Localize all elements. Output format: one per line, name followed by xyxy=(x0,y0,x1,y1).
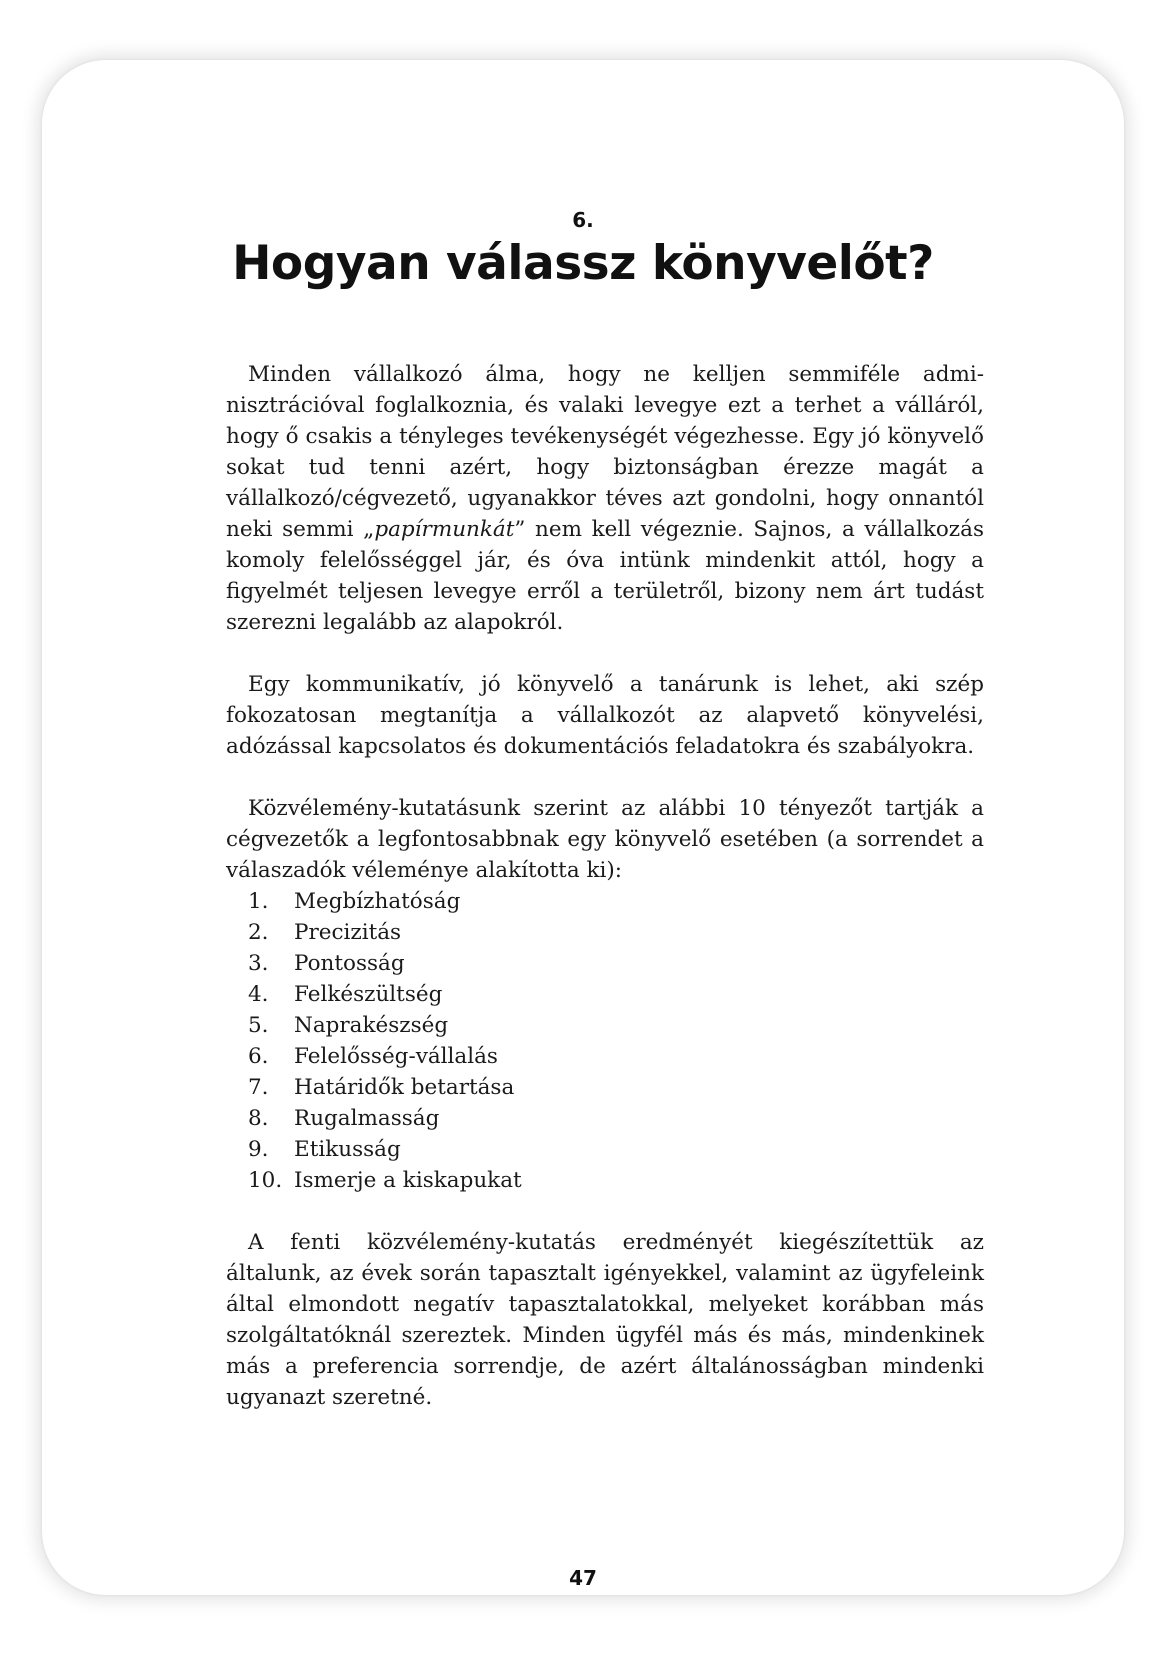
ranked-factor-list xyxy=(226,886,984,1196)
chapter-body xyxy=(226,359,984,1444)
list-item xyxy=(248,886,984,917)
list-item xyxy=(248,1010,984,1041)
list-item-number: 8. xyxy=(248,1106,269,1131)
book-page xyxy=(42,60,1124,1595)
paragraph-intro xyxy=(226,359,984,638)
list-item-label: Etikusság xyxy=(294,1137,401,1162)
list-item-number: 2. xyxy=(248,920,269,945)
list-item-number: 1. xyxy=(248,889,269,914)
list-item-number: 7. xyxy=(248,1075,269,1100)
list-item-label: Rugalmasság xyxy=(294,1106,440,1131)
list-item xyxy=(248,1134,984,1165)
list-item-label: Precizitás xyxy=(294,920,402,945)
paragraph-intro-text-a: Minden vállalkozó álma, hogy ne kelljen semmiféle adminisztrációval foglalkoznia, és valaki levegye ezt a terhet a válláról, hogy ő csakis a tényleges tevékenységét végezhesse. Egy jó könyvelő sokat tud tenni azért, hogy biztonságban érezze magát a vállalkozó/cégvezető, ugyanakkor téves azt gondolni, hogy onnantól neki semmi „ xyxy=(226,362,984,542)
list-item-number: 3. xyxy=(248,951,269,976)
list-item-number: 6. xyxy=(248,1044,269,1069)
list-item-label: Megbízhatóság xyxy=(294,889,461,914)
chapter-number: 6. xyxy=(572,208,594,232)
paragraph-intro-emphasis: papírmunkát xyxy=(374,517,515,542)
list-item xyxy=(248,1103,984,1134)
page-number: 47 xyxy=(569,1566,597,1590)
list-item-number: 5. xyxy=(248,1013,269,1038)
list-item xyxy=(248,917,984,948)
list-item xyxy=(248,1165,984,1196)
list-item-number: 9. xyxy=(248,1137,269,1162)
paragraph-teacher: Egy kommunikatív, jó könyvelő a tanárunk is lehet, aki szép fokozatosan megtanítja a vállalkozót az alapvető könyvelési, adózással kapcsolatos és dokumentációs feladatokra és szabályokra. xyxy=(226,672,984,759)
chapter-title: Hogyan válassz könyvelőt? xyxy=(232,236,934,291)
list-item-label: Felelősség-vállalás xyxy=(294,1044,498,1069)
list-item-number: 4. xyxy=(248,982,269,1007)
paragraph-survey: Közvélemény-kutatásunk szerint az alábbi 10 tényezőt tartják a cégvezetők a legfontosabbnak egy könyvelő esetében (a sorrendet a válaszadók véleménye alakította ki): xyxy=(226,796,984,883)
list-item-label: Felkészültség xyxy=(294,982,443,1007)
list-item-number: 10. xyxy=(248,1168,283,1193)
list-item xyxy=(248,1041,984,1072)
list-item-label: Pontosság xyxy=(294,951,405,976)
list-item-label: Ismerje a kiskapukat xyxy=(294,1168,522,1193)
list-item-label: Naprakészség xyxy=(294,1013,449,1038)
list-item-label: Határidők betartása xyxy=(294,1075,515,1100)
paragraph-conclusion: A fenti közvélemény-kutatás eredményét kiegészítettük az általunk, az évek során tapasztalt igényekkel, valamint az ügyfeleink által elmondott negatív tapasztalatokkal, melyeket korábban más szolgáltatóknál szereztek. Minden ügyfél más és más, mindenkinek más a preferencia sorrendje, de azért általánosságban mindenki ugyanazt szeretné. xyxy=(226,1230,984,1410)
paragraph-intro-text-b: ” nem kell végeznie. Sajnos, a vállalkozás komoly felelősséggel jár, és óva intünk mindenkit attól, hogy a figyelmét teljesen levegye erről a területről, bizony nem árt tudást szerezni legalább az alapokról. xyxy=(226,517,984,635)
list-item xyxy=(248,979,984,1010)
list-item xyxy=(248,948,984,979)
list-item xyxy=(248,1072,984,1103)
